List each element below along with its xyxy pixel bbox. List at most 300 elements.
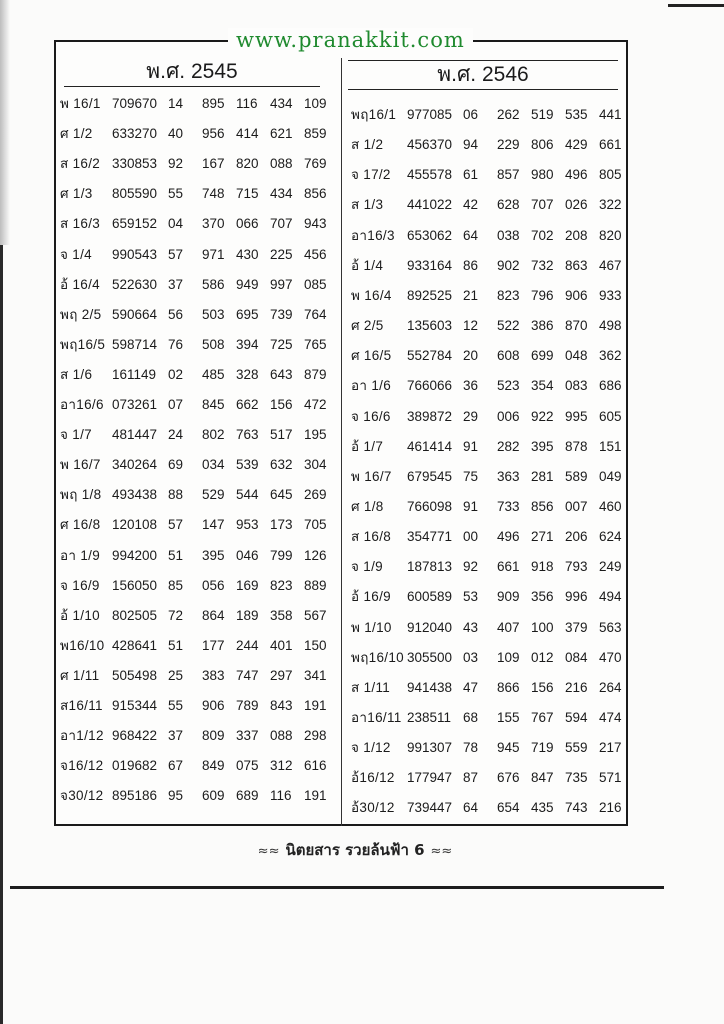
front-three-b: 699	[531, 348, 554, 364]
result-row	[60, 546, 338, 566]
back-three-b: 362	[599, 348, 622, 364]
first-prize: 073261	[112, 397, 158, 412]
back-three-b: 249	[599, 559, 622, 575]
back-three-b: 216	[599, 800, 622, 816]
last-two: 51	[168, 637, 184, 653]
front-three-a: 945	[497, 740, 520, 756]
back-three-b: 085	[304, 276, 327, 292]
back-three-a: 208	[565, 227, 588, 243]
back-three-a: 843	[270, 698, 293, 713]
draw-date: พ16/10	[60, 637, 105, 653]
front-three-b: 662	[236, 397, 259, 412]
first-prize: 941438	[407, 679, 453, 695]
front-three-b: 386	[531, 318, 554, 334]
back-three-a: 088	[270, 156, 293, 172]
first-prize: 766098	[407, 498, 453, 514]
back-three-b: 151	[599, 438, 622, 454]
back-three-b: 191	[304, 788, 327, 804]
front-three-b: 820	[236, 156, 259, 172]
first-prize: 933164	[407, 257, 453, 273]
last-two: 37	[168, 276, 184, 292]
front-three-a: 748	[202, 186, 225, 202]
back-three-a: 799	[270, 547, 293, 563]
front-three-b: 949	[236, 276, 259, 292]
result-row	[60, 636, 338, 656]
front-three-a: 282	[497, 438, 520, 454]
draw-date: จ 16/9	[60, 577, 100, 593]
last-two: 03	[463, 649, 479, 665]
front-three-b: 732	[531, 257, 554, 273]
front-three-a: 809	[202, 728, 225, 744]
last-two: 07	[168, 397, 184, 412]
back-three-b: 126	[304, 547, 327, 563]
back-three-a: 707	[270, 216, 293, 232]
draw-date: จ 1/4	[60, 246, 92, 262]
front-three-b: 156	[531, 679, 554, 695]
back-three-a: 429	[565, 137, 588, 153]
draw-date: จ 1/9	[351, 559, 383, 575]
last-two: 40	[168, 126, 184, 142]
first-prize: 709670	[112, 96, 158, 111]
front-three-b: 719	[531, 740, 554, 756]
last-two: 04	[168, 216, 184, 232]
first-prize: 991307	[407, 740, 453, 756]
last-two: 86	[463, 257, 479, 273]
back-three-b: 686	[599, 378, 622, 394]
result-row	[60, 606, 338, 626]
first-prize: 238511	[407, 710, 452, 725]
back-three-a: 589	[565, 468, 588, 484]
back-three-b: 460	[599, 498, 622, 514]
back-three-b: 605	[599, 408, 622, 424]
back-three-a: 358	[270, 607, 293, 623]
last-two: 29	[463, 408, 479, 424]
front-three-a: 849	[202, 758, 225, 774]
front-three-b: 046	[236, 547, 259, 563]
first-prize: 653062	[407, 227, 453, 243]
magazine-title: นิตยสาร รวยล้นฟ้า 6	[285, 841, 425, 859]
back-three-a: 632	[270, 457, 293, 473]
front-three-a: 038	[497, 227, 520, 243]
first-prize: 354771	[407, 529, 453, 545]
front-three-b: 847	[531, 770, 554, 786]
draw-date: อ้ 1/10	[60, 607, 100, 623]
first-prize: 441022	[407, 197, 453, 213]
draw-date: พฤ16/1	[351, 107, 397, 122]
draw-date: พฤ 2/5	[60, 306, 102, 322]
draw-date: พ 16/7	[60, 457, 101, 473]
front-three-a: 395	[202, 547, 225, 563]
result-row	[60, 576, 338, 596]
back-three-b: 805	[599, 167, 622, 183]
draw-date: อ้16/12	[351, 770, 395, 786]
first-prize: 892525	[407, 287, 453, 303]
back-three-a: 643	[270, 366, 293, 382]
scan-edge-line	[0, 245, 3, 1024]
front-three-a: 034	[202, 457, 225, 473]
back-three-a: 997	[270, 276, 293, 292]
draw-date: พฤ16/5	[60, 336, 106, 352]
first-prize: 481447	[112, 427, 158, 443]
last-two: 92	[168, 156, 184, 172]
front-three-b: 356	[531, 589, 554, 605]
result-row	[60, 485, 338, 505]
front-three-b: 539	[236, 457, 259, 473]
front-three-a: 661	[497, 559, 520, 575]
draw-date: จ16/12	[60, 758, 104, 774]
front-three-b: 354	[531, 378, 554, 394]
front-three-a: 229	[497, 137, 520, 153]
back-three-a: 535	[565, 107, 588, 122]
front-three-a: 407	[497, 619, 520, 635]
last-two: 20	[463, 348, 479, 364]
back-three-a: 870	[565, 318, 588, 334]
back-three-a: 084	[565, 649, 588, 665]
draw-date: ส16/11	[60, 698, 103, 713]
draw-date: ส 1/3	[351, 197, 384, 213]
front-three-a: 857	[497, 167, 520, 183]
back-three-a: 621	[270, 126, 293, 142]
back-three-b: 856	[304, 186, 327, 202]
result-row	[351, 738, 633, 758]
draw-date: อ้ 16/9	[351, 589, 391, 605]
front-three-a: 522	[497, 318, 520, 334]
draw-date: จ 17/2	[351, 167, 391, 183]
back-three-b: 705	[304, 517, 327, 533]
bottom-rule	[10, 886, 664, 889]
back-three-a: 878	[565, 438, 588, 454]
last-two: 21	[463, 287, 479, 303]
last-two: 56	[168, 306, 184, 322]
result-row	[351, 587, 633, 607]
last-two: 51	[168, 547, 184, 563]
result-row	[351, 497, 633, 517]
first-prize: 912040	[407, 619, 453, 635]
top-edge-rule	[668, 4, 724, 7]
back-three-a: 906	[565, 287, 588, 303]
draw-date: อ้ 1/4	[351, 257, 384, 273]
front-three-a: 485	[202, 366, 225, 382]
back-three-b: 441	[599, 107, 622, 122]
back-three-b: 820	[599, 227, 622, 243]
front-three-a: 956	[202, 126, 225, 142]
draw-date: ส 16/3	[60, 216, 101, 232]
ornament-left: ≈≈	[257, 844, 280, 859]
result-row	[60, 455, 338, 475]
front-three-b: 980	[531, 167, 554, 183]
result-row	[351, 557, 633, 577]
front-three-a: 529	[202, 487, 225, 503]
front-three-b: 395	[531, 438, 554, 454]
draw-date: ส 1/11	[351, 679, 391, 695]
first-prize: 598714	[112, 336, 158, 352]
draw-date: ส 1/2	[351, 137, 384, 153]
result-row	[351, 165, 633, 185]
result-row	[60, 214, 338, 234]
draw-date: พ 16/4	[351, 287, 392, 303]
back-three-a: 216	[565, 679, 588, 695]
back-three-a: 312	[270, 758, 293, 774]
first-prize: 161149	[112, 366, 157, 382]
back-three-b: 150	[304, 637, 327, 653]
first-prize: 522630	[112, 276, 158, 292]
back-three-a: 206	[565, 529, 588, 545]
last-two: 95	[168, 788, 184, 804]
front-three-a: 895	[202, 96, 225, 111]
last-two: 72	[168, 607, 184, 623]
first-prize: 990543	[112, 246, 158, 262]
back-three-a: 863	[565, 257, 588, 273]
result-row	[351, 226, 633, 246]
draw-date: อ้ 1/7	[351, 438, 384, 454]
result-row	[351, 648, 633, 668]
result-row	[60, 154, 338, 174]
last-two: 25	[168, 667, 184, 683]
last-two: 78	[463, 740, 479, 756]
back-three-b: 298	[304, 728, 327, 744]
front-three-b: 702	[531, 227, 554, 243]
last-two: 76	[168, 336, 184, 352]
result-row	[60, 365, 338, 385]
first-prize: 552784	[407, 348, 453, 364]
last-two: 85	[168, 577, 184, 593]
first-prize: 994200	[112, 547, 158, 563]
result-row	[60, 305, 338, 325]
first-prize: 455578	[407, 167, 453, 183]
first-prize: 633270	[112, 126, 158, 142]
back-three-a: 743	[565, 800, 588, 816]
result-row	[60, 696, 338, 716]
draw-date: จ 1/7	[60, 427, 92, 443]
front-three-a: 676	[497, 770, 520, 786]
back-three-b: 049	[599, 468, 622, 484]
back-three-b: 191	[304, 698, 327, 713]
last-two: 06	[463, 107, 479, 122]
first-prize: 389872	[407, 408, 453, 424]
front-three-b: 394	[236, 336, 259, 352]
result-row	[351, 407, 633, 427]
draw-date: พฤ16/10	[351, 649, 404, 665]
back-three-b: 563	[599, 619, 622, 635]
back-three-b: 109	[304, 96, 327, 111]
result-row	[351, 286, 633, 306]
result-row	[351, 256, 633, 276]
last-two: 64	[463, 227, 479, 243]
back-three-b: 943	[304, 216, 327, 232]
front-three-a: 147	[202, 517, 225, 533]
first-prize: 135603	[407, 318, 453, 334]
draw-date: อา 1/9	[60, 547, 101, 563]
first-prize: 156050	[112, 577, 158, 593]
last-two: 14	[168, 96, 184, 111]
first-prize: 968422	[112, 728, 158, 744]
draw-date: จ 16/6	[351, 408, 391, 424]
front-three-b: 169	[236, 577, 259, 593]
ornament-right: ≈≈	[430, 844, 453, 859]
front-three-a: 823	[497, 287, 520, 303]
last-two: 42	[463, 197, 479, 213]
last-two: 68	[463, 710, 479, 725]
last-two: 00	[463, 529, 479, 545]
draw-date: อ้ 16/4	[60, 276, 100, 292]
draw-date: อา 1/6	[351, 378, 392, 394]
last-two: 69	[168, 457, 184, 473]
first-prize: 739447	[407, 800, 453, 816]
back-three-b: 859	[304, 126, 327, 142]
front-three-a: 609	[202, 788, 225, 804]
result-row	[351, 195, 633, 215]
column-divider	[341, 58, 342, 826]
last-two: 37	[168, 728, 184, 744]
magazine-footer	[230, 838, 480, 862]
draw-date: ศ 1/8	[351, 498, 384, 514]
first-prize: 019682	[112, 758, 158, 774]
front-three-a: 006	[497, 408, 520, 424]
back-three-a: 007	[565, 498, 588, 514]
front-three-b: 189	[236, 607, 259, 623]
back-three-b: 494	[599, 589, 622, 605]
last-two: 02	[168, 366, 184, 382]
front-three-b: 435	[531, 800, 554, 816]
first-prize: 802505	[112, 607, 158, 623]
back-three-a: 026	[565, 197, 588, 213]
back-three-b: 765	[304, 336, 327, 352]
draw-date: อา16/11	[351, 710, 402, 725]
year-heading-left: พ.ศ. 2545	[64, 58, 320, 87]
draw-date: อา16/6	[60, 397, 104, 412]
back-three-b: 269	[304, 487, 327, 503]
back-three-b: 264	[599, 679, 622, 695]
last-two: 61	[463, 167, 479, 183]
front-three-b: 695	[236, 306, 259, 322]
back-three-b: 616	[304, 758, 327, 774]
last-two: 47	[463, 679, 479, 695]
back-three-b: 933	[599, 287, 622, 303]
last-two: 55	[168, 698, 184, 713]
back-three-b: 195	[304, 427, 327, 443]
result-row	[60, 726, 338, 746]
last-two: 36	[463, 378, 479, 394]
front-three-b: 244	[236, 637, 259, 653]
back-three-b: 456	[304, 246, 327, 262]
back-three-b: 624	[599, 529, 622, 545]
draw-date: ศ 2/5	[351, 318, 384, 334]
last-two: 87	[463, 770, 479, 786]
last-two: 55	[168, 186, 184, 202]
first-prize: 895186	[112, 788, 158, 804]
draw-date: พ 16/7	[351, 468, 392, 484]
front-three-a: 523	[497, 378, 520, 394]
result-row	[60, 515, 338, 535]
back-three-a: 225	[270, 246, 293, 262]
back-three-b: 879	[304, 366, 327, 382]
back-three-b: 498	[599, 318, 622, 334]
draw-date: อ้30/12	[351, 800, 395, 816]
back-three-a: 297	[270, 667, 293, 683]
back-three-b: 217	[599, 740, 622, 756]
last-two: 75	[463, 468, 479, 484]
result-row	[351, 708, 633, 728]
back-three-a: 048	[565, 348, 588, 364]
first-prize: 305500	[407, 649, 453, 665]
draw-date: ศ 1/11	[60, 667, 100, 683]
draw-date: ศ 1/2	[60, 126, 93, 142]
result-row	[60, 786, 338, 806]
result-row	[351, 768, 633, 788]
draw-date: ศ 1/3	[60, 186, 93, 202]
result-row	[60, 124, 338, 144]
first-prize: 330853	[112, 156, 158, 172]
draw-date: จ 1/12	[351, 740, 391, 756]
front-three-a: 864	[202, 607, 225, 623]
last-two: 24	[168, 427, 184, 443]
back-three-b: 889	[304, 577, 327, 593]
back-three-b: 567	[304, 607, 327, 623]
first-prize: 461414	[407, 438, 453, 454]
first-prize: 915344	[112, 698, 158, 713]
last-two: 12	[463, 318, 479, 334]
front-three-a: 155	[497, 710, 520, 725]
first-prize: 187813	[407, 559, 453, 575]
front-three-a: 370	[202, 216, 225, 232]
result-row	[351, 376, 633, 396]
front-three-b: 337	[236, 728, 259, 744]
first-prize: 679545	[407, 468, 453, 484]
front-three-a: 056	[202, 577, 225, 593]
draw-date: พฤ 1/8	[60, 487, 102, 503]
back-three-a: 517	[270, 427, 293, 443]
year-heading-right: พ.ศ. 2546	[348, 60, 618, 90]
first-prize: 340264	[112, 457, 158, 473]
draw-date: ส 16/8	[351, 529, 392, 545]
first-prize: 805590	[112, 186, 158, 202]
draw-date: อา16/3	[351, 227, 395, 243]
back-three-a: 594	[565, 710, 588, 725]
first-prize: 590664	[112, 306, 158, 322]
first-prize: 120108	[112, 517, 158, 533]
front-three-a: 902	[497, 257, 520, 273]
back-three-a: 434	[270, 96, 293, 111]
result-row	[60, 756, 338, 776]
draw-date: ส 16/2	[60, 156, 101, 172]
front-three-a: 109	[497, 649, 520, 665]
draw-date: พ 1/10	[351, 619, 392, 635]
draw-date: ศ 16/8	[60, 517, 101, 533]
back-three-a: 559	[565, 740, 588, 756]
back-three-b: 474	[599, 710, 622, 725]
result-row	[60, 666, 338, 686]
last-two: 53	[463, 589, 479, 605]
first-prize: 505498	[112, 667, 158, 683]
back-three-b: 472	[304, 397, 327, 412]
front-three-a: 971	[202, 246, 225, 262]
front-three-b: 796	[531, 287, 554, 303]
draw-date: จ30/12	[60, 788, 104, 804]
front-three-a: 586	[202, 276, 225, 292]
front-three-b: 689	[236, 788, 259, 804]
front-three-a: 802	[202, 427, 225, 443]
front-three-b: 100	[531, 619, 554, 635]
result-row	[351, 437, 633, 457]
front-three-b: 747	[236, 667, 259, 683]
back-three-a: 434	[270, 186, 293, 202]
result-row	[351, 467, 633, 487]
back-three-a: 088	[270, 728, 293, 744]
front-three-b: 707	[531, 197, 554, 213]
back-three-b: 341	[304, 667, 327, 683]
front-three-b: 328	[236, 366, 259, 382]
last-two: 64	[463, 800, 479, 816]
